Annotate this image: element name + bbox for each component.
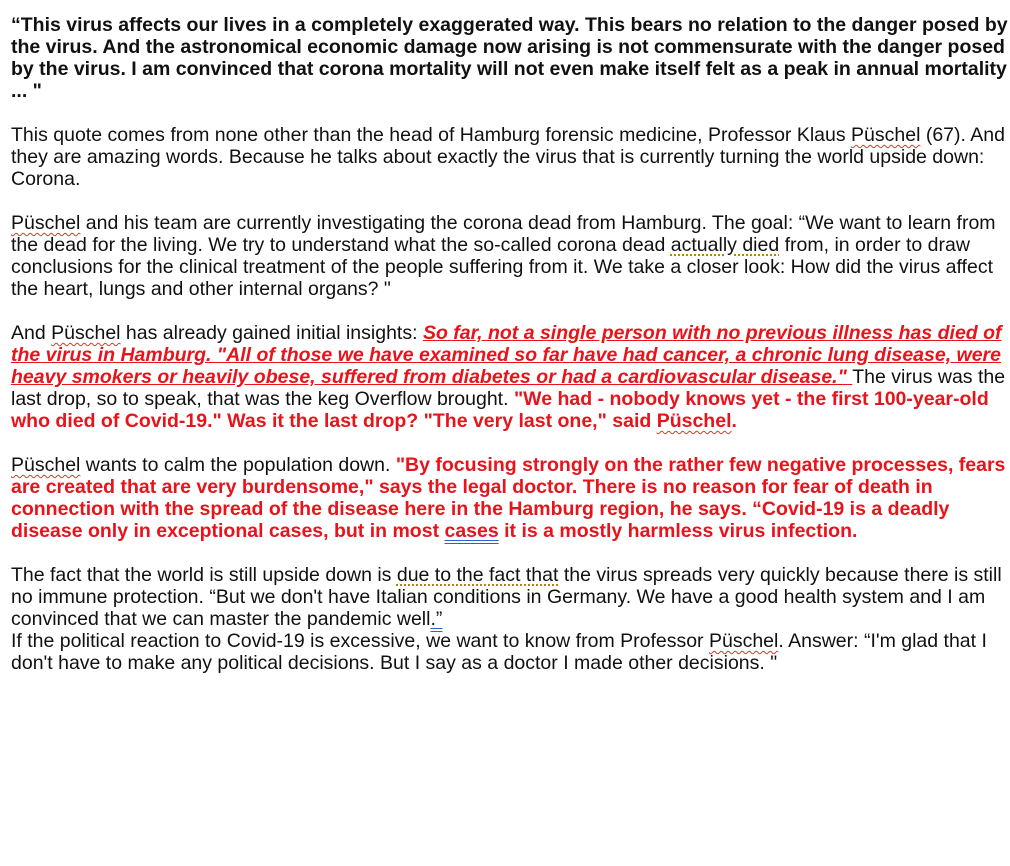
text-run: the virus spreads very quickly because there is still no immune protection. “But we don't have Italian conditions in Germany. We have a good health system and I am convinced that we can master the pandemic well bbox=[11, 564, 1002, 630]
insights-paragraph bbox=[11, 322, 1010, 432]
highlighted-red-bold-text: "We had - nobody knows yet - the first 100-year-old who died of Covid-19." Was it the last drop? "The very last one," said bbox=[11, 388, 989, 432]
spellcheck-word[interactable]: Püschel bbox=[11, 454, 81, 476]
highlighted-red-bold-text: it is a mostly harmless virus infection. bbox=[498, 520, 858, 542]
quote-paragraph bbox=[11, 14, 1010, 102]
text-run: . Answer: “I'm glad that I don't have to make any political decisions. But I say as a doctor I made other decisions. " bbox=[11, 630, 987, 674]
conditions-paragraph bbox=[11, 564, 1010, 630]
political-paragraph bbox=[11, 630, 1010, 674]
text-run: The fact that the world is still upside down is bbox=[11, 564, 397, 586]
grammar-suggestion[interactable]: due to the fact that bbox=[396, 564, 559, 586]
intro-paragraph bbox=[11, 124, 1010, 190]
grammar-suggestion[interactable]: cases bbox=[444, 520, 499, 542]
text-run: The virus was the last drop, so to speak, that was the keg Overflow brought. bbox=[11, 366, 1006, 410]
spellcheck-word[interactable]: Püschel bbox=[708, 630, 779, 652]
spellcheck-word[interactable]: Püschel bbox=[11, 212, 81, 234]
spellcheck-word[interactable]: Püschel bbox=[851, 124, 921, 146]
highlighted-red-bold-text: "By focusing strongly on the rather few negative processes, fears are created that are very burdensome," says the legal doctor. There is no reason for fear of death in connection with the spread of the disease here in the Hamburg region, he says. “Covid-19 is a deadly disease only in exceptional cases, but in most bbox=[11, 454, 1006, 542]
text-run: And bbox=[11, 322, 52, 344]
text-run: . bbox=[731, 410, 737, 432]
text-run: wants to calm the population down. bbox=[80, 454, 396, 476]
spellcheck-word[interactable]: Püschel bbox=[51, 322, 121, 344]
spellcheck-word[interactable]: Püschel bbox=[656, 410, 732, 432]
investigation-paragraph bbox=[11, 212, 1010, 300]
grammar-suggestion[interactable]: .” bbox=[430, 608, 443, 630]
grammar-suggestion[interactable]: actually died bbox=[670, 234, 780, 256]
highlighted-red-italic-text: So far, not a single person with no previous illness has died of the virus in Hamburg. "All of those we have examined so far have had cancer, a chronic lung disease, were heavy smokers or heavily obese, suffered from diabetes or had a cardiovascular disease." bbox=[11, 322, 1002, 388]
text-run: and his team are currently investigating the corona dead from Hamburg. The goal: “We want to learn from the dead for the living. We try to understand what the so-called corona dead bbox=[11, 212, 996, 256]
text-run: If the political reaction to Covid-19 is excessive, we want to know from Professor bbox=[11, 630, 709, 652]
text-run: from, in order to draw conclusions for the clinical treatment of the people suffering from it. We take a closer look: How did the virus affect the heart, lungs and other internal organs? " bbox=[11, 234, 993, 300]
text-run: (67). And they are amazing words. Because he talks about exactly the virus that is currently turning the world upside down: Corona. bbox=[11, 124, 1005, 190]
calm-paragraph bbox=[11, 454, 1010, 542]
text-run: This quote comes from none other than the head of Hamburg forensic medicine, Professor Klaus bbox=[11, 124, 852, 146]
text-run: has already gained initial insights: bbox=[120, 322, 423, 344]
quote-text: “This virus affects our lives in a completely exaggerated way. This bears no relation to the danger posed by the virus. And the astronomical economic damage now arising is not commensurate with the danger posed by the virus. I am convinced that corona mortality will not even make itself felt as a peak in annual mortality ... " bbox=[11, 14, 1008, 102]
